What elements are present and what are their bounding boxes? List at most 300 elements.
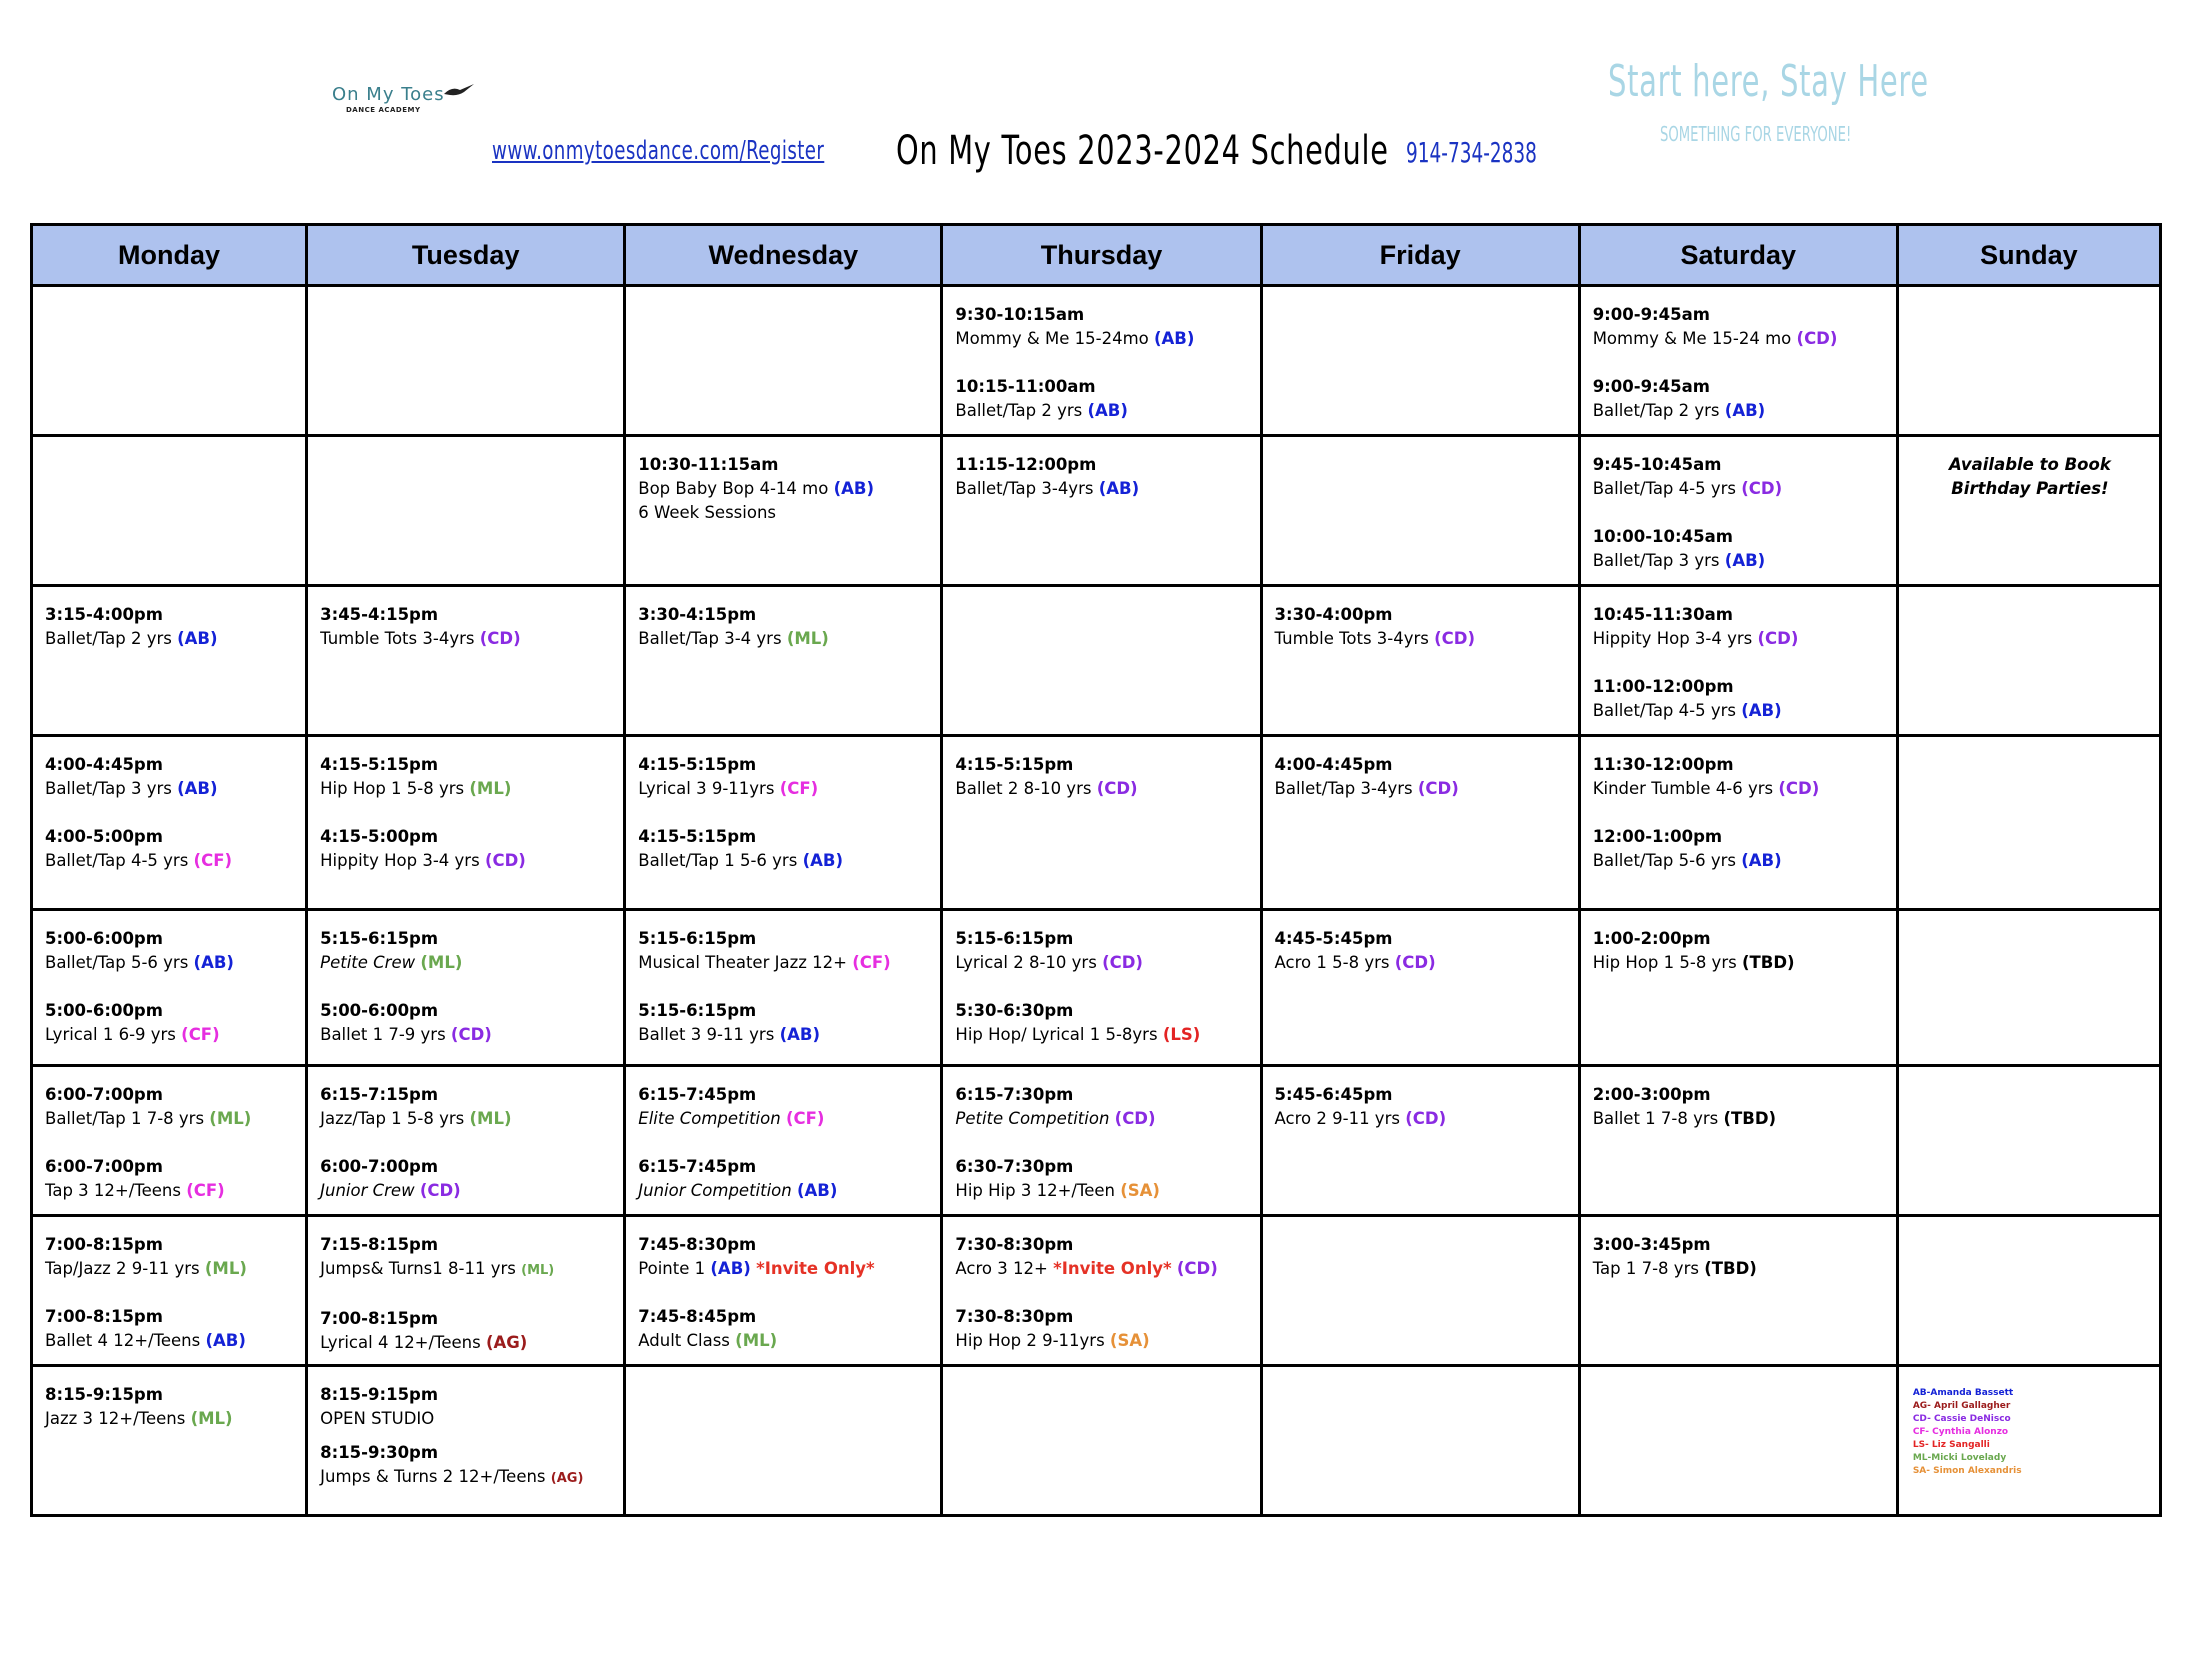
class-entry (45, 1383, 295, 1431)
instructor-code: (ML) (521, 1263, 555, 1278)
class-name-line (320, 777, 613, 801)
class-name: Ballet/Tap 2 yrs (45, 629, 172, 648)
instructor-code: (AB) (177, 629, 218, 648)
schedule-cell-thursday (942, 1066, 1261, 1216)
class-name: Ballet 2 8-10 yrs (955, 779, 1092, 798)
class-time: 3:00-3:45pm (1592, 1235, 1711, 1254)
schedule-cell-saturday (1579, 286, 1897, 436)
schedule-row (32, 1216, 2161, 1366)
class-name-line (45, 1329, 295, 1353)
class-name-line (1593, 951, 1886, 975)
class-time: 8:15-9:30pm (320, 1443, 439, 1462)
class-name-line (320, 1465, 613, 1491)
class-entry (1275, 753, 1568, 801)
class-name-line (320, 1107, 613, 1131)
class-entry (1275, 1083, 1568, 1131)
schedule-row (32, 286, 2161, 436)
class-name-line (45, 849, 295, 873)
class-name-line (638, 1023, 930, 1047)
class-name: Hippity Hop 3-4 yrs (320, 851, 480, 870)
class-time: 6:30-7:30pm (955, 1157, 1074, 1176)
class-name: Lyrical 1 6-9 yrs (45, 1025, 176, 1044)
schedule-cell-tuesday (307, 286, 625, 436)
schedule-cell-wednesday (625, 1366, 942, 1516)
legend-entry: CD- Cassie DeNisco (1912, 1414, 2011, 1424)
class-entry (45, 1233, 295, 1281)
schedule-cell-monday (32, 586, 307, 736)
class-time: 6:15-7:45pm (638, 1157, 757, 1176)
class-name: Petite Competition (955, 1109, 1110, 1128)
class-name: Elite Competition (638, 1109, 781, 1128)
class-name-line (638, 777, 930, 801)
instructor-code: (ML) (735, 1331, 778, 1350)
class-time: 4:00-4:45pm (45, 755, 163, 774)
schedule-cell-thursday (942, 286, 1261, 436)
class-name: Ballet/Tap 1 5-6 yrs (638, 851, 798, 870)
class-name: Musical Theater Jazz 12+ (638, 953, 847, 972)
class-entry (45, 753, 295, 801)
class-entry (638, 825, 930, 873)
class-time: 8:15-9:15pm (320, 1385, 439, 1404)
instructor-code: (LS) (1162, 1025, 1201, 1044)
class-time: 3:30-4:00pm (1274, 605, 1393, 624)
class-entry (1593, 753, 1886, 801)
class-entry (955, 1083, 1249, 1131)
instructor-code: (AB) (802, 851, 843, 870)
class-name: OPEN STUDIO (320, 1409, 435, 1428)
class-note: 6 Week Sessions (638, 503, 777, 522)
day-header-row (32, 225, 2161, 286)
class-name-line (45, 1407, 295, 1431)
class-name: Ballet/Tap 3-4yrs (955, 479, 1094, 498)
instructor-code: (AB) (205, 1331, 246, 1350)
class-time: 7:30-8:30pm (955, 1235, 1074, 1254)
class-name: Tap 1 7-8 yrs (1592, 1259, 1699, 1278)
class-name: Mommy & Me 15-24mo (955, 329, 1149, 348)
invite-only-label: *Invite Only* (756, 1259, 875, 1278)
schedule-cell-sunday (1897, 1366, 2160, 1516)
instructor-code: (AB) (1087, 401, 1128, 420)
class-time: 3:30-4:15pm (638, 605, 757, 624)
class-time: 7:30-8:30pm (955, 1307, 1074, 1326)
schedule-cell-wednesday (625, 1066, 942, 1216)
instructor-code: (CF) (193, 851, 233, 870)
class-entry (955, 453, 1249, 501)
page-title: On My Toes 2023-2024 Schedule (896, 128, 1389, 174)
class-name: Ballet 1 7-8 yrs (1592, 1109, 1719, 1128)
tagline: Start here, Stay Here (1608, 56, 1929, 107)
schedule-row (32, 436, 2161, 586)
class-entry (320, 1083, 613, 1131)
class-entry (320, 1155, 613, 1203)
schedule-cell-saturday (1579, 1366, 1897, 1516)
class-name: Ballet/Tap 2 yrs (955, 401, 1083, 420)
instructor-code: (CD) (1102, 953, 1143, 972)
instructor-code: (AB) (710, 1259, 751, 1278)
schedule-cell-sunday (1897, 436, 2160, 586)
class-time: 4:15-5:15pm (955, 755, 1074, 774)
schedule-cell-sunday (1897, 736, 2160, 910)
class-time: 4:15-5:15pm (638, 755, 757, 774)
class-name: Ballet/Tap 2 yrs (1592, 401, 1720, 420)
class-time: 5:15-6:15pm (955, 929, 1074, 948)
class-entry (1593, 825, 1886, 873)
class-time: 5:15-6:15pm (638, 929, 757, 948)
instructor-code: (CD) (1741, 479, 1783, 498)
instructor-code: (CD) (1114, 1109, 1156, 1128)
class-name-line (955, 1107, 1249, 1131)
class-time: 11:00-12:00pm (1592, 677, 1734, 696)
class-entry (955, 999, 1249, 1047)
class-time: 7:00-8:15pm (45, 1235, 163, 1254)
class-name-line (1593, 549, 1886, 573)
class-name-line (45, 627, 295, 651)
schedule-cell-saturday (1579, 436, 1897, 586)
class-name-line (638, 627, 930, 651)
class-name-line (955, 951, 1249, 975)
class-name: Hippity Hop 3-4 yrs (1592, 629, 1753, 648)
instructor-code: (CF) (785, 1109, 825, 1128)
instructor-code: (TBD) (1704, 1259, 1757, 1278)
class-name: Ballet/Tap 3 yrs (45, 779, 172, 798)
instructor-code: (CF) (852, 953, 891, 972)
class-time: 4:15-5:15pm (320, 755, 439, 774)
class-entry (638, 603, 930, 651)
legend-entry: AB-Amanda Bassett (1912, 1388, 2014, 1398)
schedule-cell-thursday (942, 1216, 1261, 1366)
class-name-line (45, 1257, 295, 1281)
schedule-row (32, 1066, 2161, 1216)
class-time: 5:00-6:00pm (45, 929, 163, 948)
class-time: 2:00-3:00pm (1592, 1085, 1711, 1104)
phone-number[interactable]: 914-734-2838 (1406, 136, 1537, 169)
class-name: Hip Hop 1 5-8 yrs (320, 779, 465, 798)
instructor-code: (AB) (833, 479, 874, 498)
instructor-code: (AB) (796, 1181, 838, 1200)
schedule-cell-friday (1261, 436, 1579, 586)
legend-entry: ML-Micki Lovelady (1912, 1453, 2007, 1463)
class-entry (320, 999, 613, 1047)
day-header-wednesday: Wednesday (625, 225, 942, 286)
instructor-code: (CF) (779, 779, 819, 798)
instructor-code: (CD) (419, 1181, 461, 1200)
class-time: 11:15-12:00pm (955, 455, 1097, 474)
instructor-code: (ML) (469, 1109, 512, 1128)
schedule-cell-friday (1261, 1216, 1579, 1366)
class-name: Lyrical 2 8-10 yrs (955, 953, 1097, 972)
class-time: 6:00-7:00pm (320, 1157, 439, 1176)
class-name-line (1275, 627, 1568, 651)
instructor-code: (CD) (1096, 779, 1138, 798)
instructor-code: (AB) (1741, 701, 1782, 720)
legend-entry: LS- Liz Sangalli (1912, 1440, 1990, 1450)
legend-entry: SA- Simon Alexandris (1912, 1466, 2022, 1476)
class-name: Jumps & Turns 2 12+/Teens (320, 1467, 546, 1486)
class-name: Ballet/Tap 4-5 yrs (45, 851, 189, 870)
class-time: 3:45-4:15pm (320, 605, 439, 624)
class-name: Ballet/Tap 5-6 yrs (45, 953, 189, 972)
schedule-table (30, 223, 2162, 1517)
class-name: Hip Hop 2 9-11yrs (955, 1331, 1105, 1350)
class-time: 7:45-8:30pm (638, 1235, 757, 1254)
class-entry (320, 825, 613, 873)
tagline-subtitle: SOMETHING FOR EVERYONE! (1660, 122, 1852, 146)
schedule-cell-sunday (1897, 1066, 2160, 1216)
class-entry (45, 999, 295, 1047)
class-name-line (955, 1329, 1249, 1353)
class-entry (1593, 927, 1886, 975)
instructor-code: (CD) (1434, 629, 1476, 648)
class-entry (638, 999, 930, 1047)
class-name: Acro 3 12+ (955, 1259, 1048, 1278)
instructor-code: (CD) (484, 851, 526, 870)
instructor-code: (TBD) (1741, 953, 1795, 972)
class-time: 6:15-7:30pm (955, 1085, 1074, 1104)
class-time: 12:00-1:00pm (1592, 827, 1723, 846)
class-time: 10:15-11:00am (955, 377, 1096, 396)
schedule-cell-friday (1261, 1366, 1579, 1516)
class-entry (1593, 1233, 1886, 1281)
class-name-line (320, 951, 613, 975)
class-entry (955, 303, 1249, 351)
schedule-cell-saturday (1579, 910, 1897, 1066)
class-name-line (1275, 951, 1568, 975)
class-entry (955, 753, 1249, 801)
class-name-line (45, 1179, 295, 1203)
class-name: Lyrical 4 12+/Teens (320, 1333, 481, 1352)
class-name: Hip Hip 3 12+/Teen (955, 1181, 1115, 1200)
instructor-code: (AG) (550, 1471, 584, 1486)
class-name: Ballet/Tap 4-5 yrs (1592, 479, 1736, 498)
class-entry (1593, 453, 1886, 501)
instructor-code: (AB) (1741, 851, 1782, 870)
class-entry (320, 1441, 613, 1491)
class-name-line (955, 327, 1249, 351)
class-entry (638, 753, 930, 801)
class-time: 8:15-9:15pm (45, 1385, 163, 1404)
class-time: 5:15-6:15pm (638, 1001, 757, 1020)
class-time: 6:15-7:15pm (320, 1085, 439, 1104)
class-entry (320, 1307, 613, 1355)
class-name: Tumble Tots 3-4yrs (320, 629, 475, 648)
schedule-cell-tuesday (307, 586, 625, 736)
instructor-code: (CF) (186, 1181, 225, 1200)
class-entry (1593, 1083, 1886, 1131)
schedule-cell-sunday (1897, 286, 2160, 436)
class-entry (638, 1155, 930, 1203)
class-name-line (955, 1179, 1249, 1203)
class-name-line (320, 1257, 613, 1283)
instructor-code: (SA) (1120, 1181, 1160, 1200)
class-time: 7:00-8:15pm (45, 1307, 163, 1326)
class-entry (320, 927, 613, 975)
schedule-cell-thursday (942, 586, 1261, 736)
instructor-code: (ML) (786, 629, 829, 648)
class-time: 5:45-6:45pm (1274, 1085, 1393, 1104)
class-name: Jazz/Tap 1 5-8 yrs (320, 1109, 465, 1128)
schedule-cell-saturday (1579, 1216, 1897, 1366)
instructor-code: (ML) (209, 1109, 252, 1128)
class-name-line (638, 849, 930, 873)
schedule-cell-sunday (1897, 586, 2160, 736)
schedule-cell-wednesday (625, 586, 942, 736)
class-entry (320, 1383, 613, 1431)
class-entry (638, 1083, 930, 1131)
class-entry (45, 825, 295, 873)
schedule-row (32, 736, 2161, 910)
schedule-cell-friday (1261, 736, 1579, 910)
schedule-cell-saturday (1579, 586, 1897, 736)
day-header-monday: Monday (32, 225, 307, 286)
instructor-code: (ML) (204, 1259, 247, 1278)
schedule-cell-wednesday (625, 736, 942, 910)
class-name-line (638, 951, 930, 975)
instructor-code: (AB) (1724, 401, 1766, 420)
day-header-sunday: Sunday (1897, 225, 2160, 286)
class-name: Acro 1 5-8 yrs (1274, 953, 1390, 972)
class-time: 1:00-2:00pm (1592, 929, 1711, 948)
schedule-cell-monday (32, 1216, 307, 1366)
class-name-line (320, 1023, 613, 1047)
class-name-line (638, 1257, 930, 1281)
instructor-code: (ML) (420, 953, 463, 972)
schedule-cell-thursday (942, 436, 1261, 586)
instructor-code: (TBD) (1723, 1109, 1777, 1128)
class-name: Ballet/Tap 3 yrs (1592, 551, 1720, 570)
class-name: Junior Crew (320, 1181, 415, 1200)
class-name: Mommy & Me 15-24 mo (1592, 329, 1792, 348)
class-name-line (638, 1329, 930, 1353)
class-name: Tap 3 12+/Teens (45, 1181, 181, 1200)
schedule-cell-thursday (942, 1366, 1261, 1516)
instructor-code: (CD) (1394, 953, 1436, 972)
class-entry (45, 1155, 295, 1203)
instructor-code: (ML) (469, 779, 512, 798)
schedule-cell-sunday (1897, 1216, 2160, 1366)
instructor-code: (AB) (1154, 329, 1195, 348)
schedule-cell-tuesday (307, 736, 625, 910)
class-name: Ballet/Tap 3-4yrs (1274, 779, 1418, 798)
instructor-code: (CD) (1757, 629, 1799, 648)
class-time: 5:00-6:00pm (45, 1001, 163, 1020)
class-entry (1593, 675, 1886, 723)
class-name: Ballet 1 7-9 yrs (320, 1025, 446, 1044)
class-time: 6:00-7:00pm (45, 1157, 163, 1176)
class-entry (320, 1233, 613, 1283)
instructor-code: (AG) (485, 1333, 528, 1352)
instructor-code: (CF) (181, 1025, 220, 1044)
register-link[interactable]: www.onmytoesdance.com/Register (492, 136, 825, 166)
class-entry (638, 927, 930, 975)
class-name: Ballet 4 12+/Teens (45, 1331, 201, 1350)
class-name-line (955, 1257, 1249, 1281)
instructor-code: (CD) (450, 1025, 492, 1044)
schedule-cell-friday (1261, 586, 1579, 736)
class-name-line (1593, 699, 1886, 723)
class-entry (638, 1233, 930, 1281)
class-time: 5:30-6:30pm (955, 1001, 1074, 1020)
class-time: 4:00-4:45pm (1274, 755, 1393, 774)
instructor-code: (CD) (1417, 779, 1459, 798)
class-name: Ballet 3 9-11 yrs (638, 1025, 775, 1044)
logo-subtitle: DANCE ACADEMY (346, 106, 421, 114)
class-name-line (955, 399, 1249, 423)
class-name-line (1593, 1257, 1886, 1281)
class-time: 4:00-5:00pm (45, 827, 163, 846)
schedule-cell-wednesday (625, 436, 942, 586)
day-header-tuesday: Tuesday (307, 225, 625, 286)
schedule-cell-tuesday (307, 1216, 625, 1366)
instructor-code: (CD) (479, 629, 521, 648)
schedule-cell-monday (32, 436, 307, 586)
class-name-line (955, 477, 1249, 501)
class-name-line (1593, 477, 1886, 501)
instructor-code: (CD) (1405, 1109, 1447, 1128)
class-name: Ballet/Tap 5-6 yrs (1592, 851, 1742, 870)
schedule-cell-tuesday (307, 436, 625, 586)
instructor-code: (ML) (190, 1409, 233, 1428)
instructor-legend (1913, 1383, 2149, 1478)
class-name-line (955, 1023, 1249, 1047)
class-time: 9:30-10:15am (955, 305, 1085, 324)
class-name: Ballet/Tap 4-5 yrs (1592, 701, 1736, 720)
schedule-cell-tuesday (307, 910, 625, 1066)
schedule-cell-monday (32, 1066, 307, 1216)
class-name-line (320, 627, 613, 651)
day-header-friday: Friday (1261, 225, 1579, 286)
class-entry (955, 375, 1249, 423)
class-time: 4:15-5:15pm (638, 827, 757, 846)
day-header-thursday: Thursday (942, 225, 1261, 286)
schedule-cell-monday (32, 910, 307, 1066)
schedule-cell-saturday (1579, 1066, 1897, 1216)
legend-entry: CF- Cynthia Alonzo (1912, 1427, 2009, 1437)
class-entry (1593, 303, 1886, 351)
class-time: 9:00-9:45am (1592, 305, 1710, 324)
class-time: 5:15-6:15pm (320, 929, 439, 948)
class-name: Ballet/Tap 1 7-8 yrs (45, 1109, 205, 1128)
class-entry (955, 1155, 1249, 1203)
class-time: 7:15-8:15pm (320, 1235, 439, 1254)
logo-text: On My Toes (332, 84, 445, 105)
class-name-line (638, 1107, 930, 1131)
class-entry (320, 603, 613, 651)
class-name: Petite Crew (320, 953, 416, 972)
class-name-line (45, 1023, 295, 1047)
class-name-line (1275, 777, 1568, 801)
class-time: 10:45-11:30am (1592, 605, 1733, 624)
class-time: 10:00-10:45am (1592, 527, 1733, 546)
schedule-row (32, 586, 2161, 736)
class-name-line (1593, 399, 1886, 423)
class-name-line (320, 849, 613, 873)
instructor-code: (AB) (779, 1025, 820, 1044)
class-time: 6:00-7:00pm (45, 1085, 163, 1104)
logo (332, 84, 482, 120)
class-entry (1275, 603, 1568, 651)
schedule-cell-thursday (942, 910, 1261, 1066)
class-name: Adult Class (638, 1331, 730, 1350)
class-name: Tumble Tots 3-4yrs (1274, 629, 1435, 648)
schedule-cell-friday (1261, 1066, 1579, 1216)
class-name-line (1593, 1107, 1886, 1131)
day-header-saturday: Saturday (1579, 225, 1897, 286)
class-name-line (45, 951, 295, 975)
class-name-line (320, 1331, 613, 1355)
instructor-code: (AB) (177, 779, 218, 798)
class-time: 6:15-7:45pm (638, 1085, 757, 1104)
class-name-line (45, 777, 295, 801)
